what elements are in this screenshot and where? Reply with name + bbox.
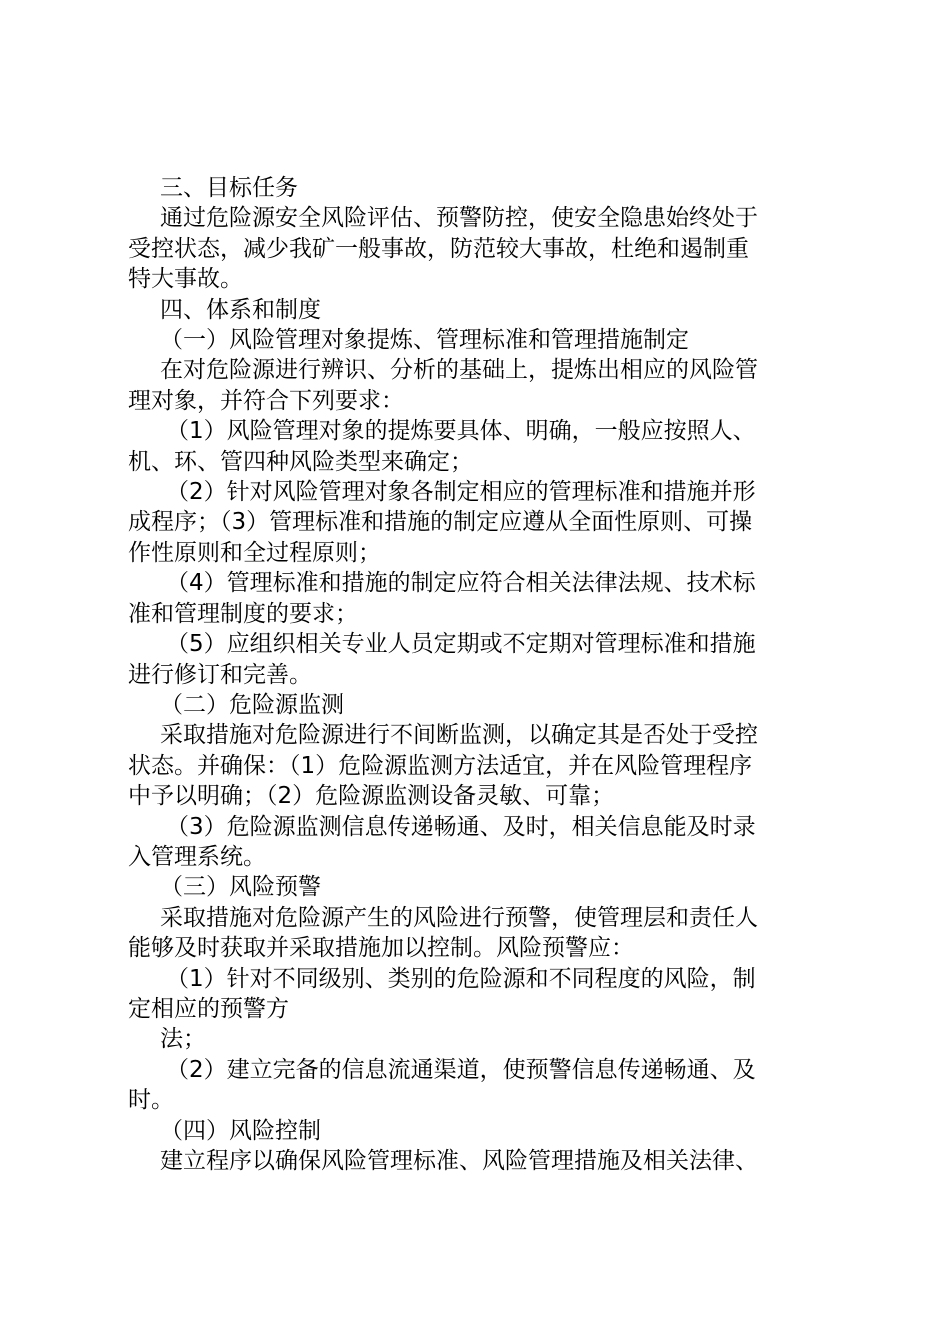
paragraph-line: 采取措施对危险源产生的风险进行预警，使管理层和责任人 <box>160 904 758 931</box>
subsection-heading-3: （三）风险预警 <box>160 874 321 901</box>
list-item-line: 定相应的预警方 <box>128 995 289 1022</box>
list-item-line: （5）应组织相关专业人员定期或不定期对管理标准和措施 <box>166 631 756 658</box>
subsection-heading-1: （一）风险管理对象提炼、管理标准和管理措施制定 <box>160 327 689 354</box>
list-item-line: （3）危险源监测信息传递畅通、及时，相关信息能及时录 <box>166 813 756 840</box>
paragraph-line: 中予以明确；（2）危险源监测设备灵敏、可靠； <box>128 783 615 810</box>
list-item-line: （4）管理标准和措施的制定应符合相关法律法规、技术标 <box>166 570 756 597</box>
subsection-heading-4: （四）风险控制 <box>160 1117 321 1144</box>
section-heading-system: 四、体系和制度 <box>160 296 321 323</box>
subsection-heading-2: （二）危险源监测 <box>160 691 344 718</box>
list-item-line: （2）针对风险管理对象各制定相应的管理标准和措施并形 <box>166 479 756 506</box>
paragraph-line: 在对危险源进行辨识、分析的基础上，提炼出相应的风险管 <box>160 357 758 384</box>
list-item-line: 进行修订和完善。 <box>128 661 312 688</box>
list-item-line: （1）风险管理对象的提炼要具体、明确，一般应按照人、 <box>166 418 756 445</box>
paragraph-line: 能够及时获取并采取措施加以控制。风险预警应： <box>128 935 634 962</box>
paragraph-line: 特大事故。 <box>128 266 243 293</box>
paragraph-line: 采取措施对危险源进行不间断监测，以确定其是否处于受控 <box>160 722 758 749</box>
paragraph-line: 通过危险源安全风险评估、预警防控，使安全隐患始终处于 <box>160 205 758 232</box>
list-item-line: 成程序；（3）管理标准和措施的制定应遵从全面性原则、可操 <box>128 509 753 536</box>
document-body <box>128 173 840 1176</box>
paragraph-line: 理对象，并符合下列要求： <box>128 387 404 414</box>
list-item-line: 入管理系统。 <box>128 843 266 870</box>
list-item-line: （2）建立完备的信息流通渠道，使预警信息传递畅通、及 <box>166 1056 756 1083</box>
paragraph-line: 建立程序以确保风险管理标准、风险管理措施及相关法律、 <box>160 1148 758 1174</box>
list-item-line: 法； <box>160 1026 206 1053</box>
list-item-line: 准和管理制度的要求； <box>128 600 358 627</box>
paragraph-line: 受控状态，减少我矿一般事故，防范较大事故，杜绝和遏制重 <box>128 235 749 262</box>
list-item-line: 时。 <box>128 1087 174 1114</box>
paragraph-line: 状态。并确保：（1）危险源监测方法适宜，并在风险管理程序 <box>128 752 753 779</box>
list-item-line: （1）针对不同级别、类别的危险源和不同程度的风险，制 <box>166 965 756 992</box>
section-heading-objectives: 三、目标任务 <box>160 175 298 201</box>
list-item-line: 作性原则和全过程原则； <box>128 539 381 566</box>
list-item-line: 机、环、管四种风险类型来确定； <box>128 448 473 475</box>
